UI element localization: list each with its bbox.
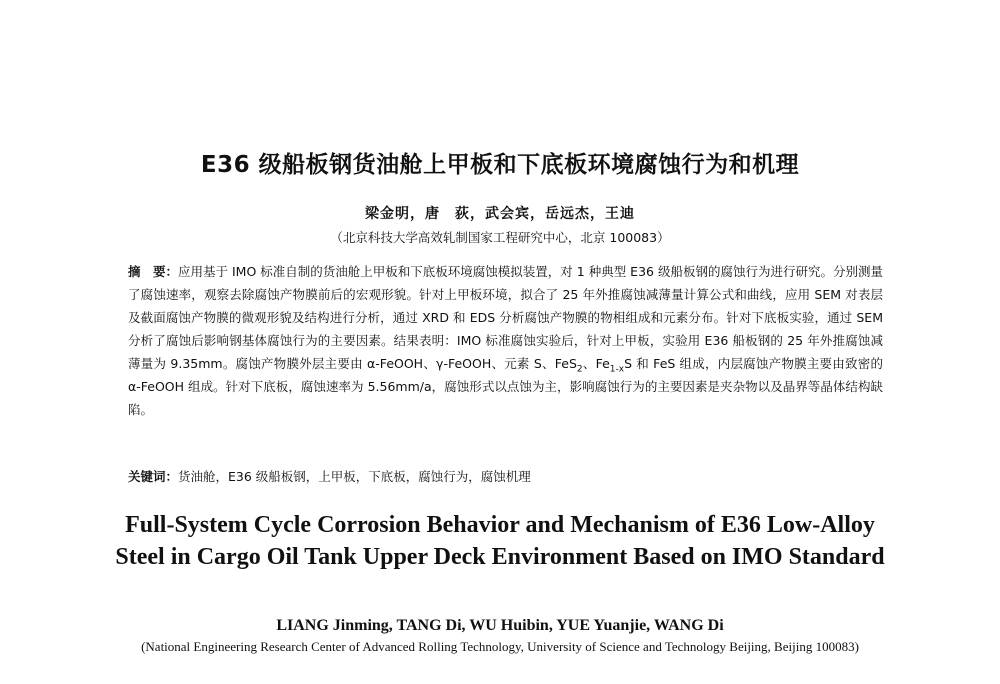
chinese-keywords <box>128 465 883 488</box>
abstract-subscript-2: 1-x <box>609 364 625 375</box>
english-title: Full-System Cycle Corrosion Behavior and Mechanism of E36 Low-Alloy Steel in Cargo Oil Tank Upper Deck Environment Based on IMO Standard <box>115 512 885 570</box>
english-authors: LIANG Jinming, TANG Di, WU Huibin, YUE Yuanjie, WANG Di <box>276 617 724 634</box>
chinese-title: E36 级船板钢货油舱上甲板和下底板环境腐蚀行为和机理 <box>200 152 800 178</box>
keywords-label: 关键词： <box>128 469 179 484</box>
chinese-authors: 梁金明，唐 荻，武会宾，岳远杰，王迪 <box>365 206 635 222</box>
abstract-text-1: 应用基于 IMO 标准自制的货油舱上甲板和下底板环境腐蚀模拟装置，对 1 种典型 E36 级船板钢的腐蚀行为进行研究。分别测量了腐蚀速率，观察去除腐蚀产物膜前后的宏观形貌。针对上甲板环境，拟合了 25 年外推腐蚀减薄量计算公式和曲线，应用 SEM 对表层及截面腐蚀产物膜的微观形貌及结构进行分析，通过 XRD 和 EDS 分析腐蚀产物膜的物相组成和元素分布。针对下底板实验，通过 SEM 分析了腐蚀后影响钢基体腐蚀行为的主要因素。结果表明：IMO 标准腐蚀实验后，针对上甲板，实验用 E36 船板钢的 25 年外推腐蚀减薄量为 9.35mm。腐蚀产物膜外层主要由 α-FeOOH、γ-FeOOH、元素 S、FeS <box>128 264 883 371</box>
abstract-subscript-1: 2 <box>576 364 583 375</box>
abstract-text-3: S 和 FeS 组成，内层腐蚀产物膜主要由致密的 α-FeOOH 组成。针对下底板，腐蚀速率为 5.56mm/a，腐蚀形式以点蚀为主，影响腐蚀行为的主要因素是夹杂物以及晶界等晶体结构缺陷。 <box>128 356 883 417</box>
keywords-text: 货油舱，E36 级船板钢，上甲板，下底板，腐蚀行为，腐蚀机理 <box>178 469 531 484</box>
abstract-text-2: 、Fe <box>582 356 610 371</box>
chinese-affiliation: （北京科技大学高效轧制国家工程研究中心，北京 100083） <box>330 230 670 245</box>
chinese-abstract <box>128 260 883 421</box>
abstract-label: 摘 要： <box>128 264 179 279</box>
english-affiliation: (National Engineering Research Center of Advanced Rolling Technology, University of Science and Technology Beijing, Beijing 100083) <box>141 639 859 654</box>
